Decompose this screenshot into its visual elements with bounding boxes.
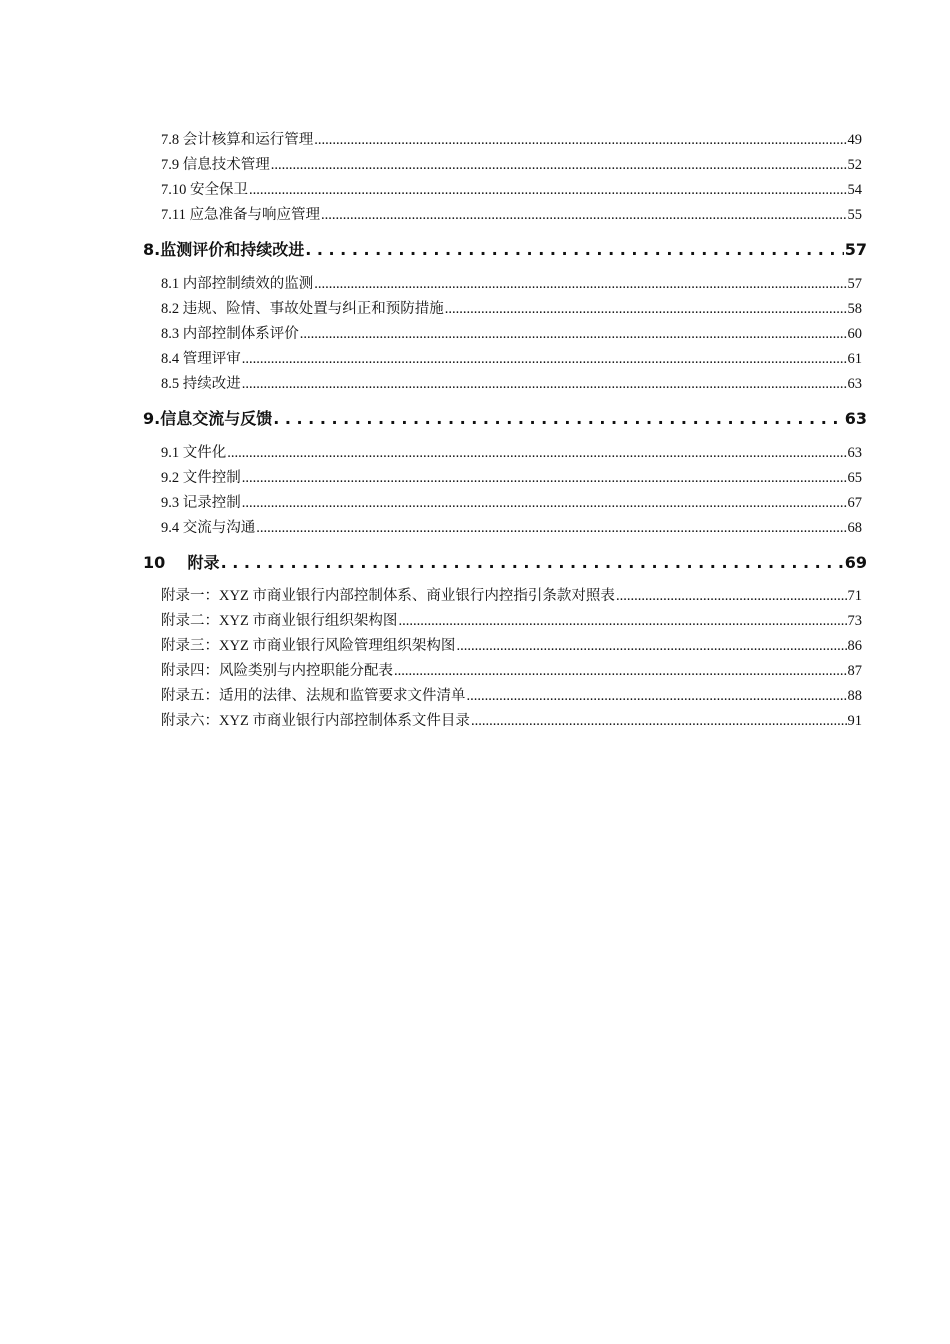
toc-entry-title: 附录五：适用的法律、法规和监管要求文件清单 (161, 688, 466, 704)
toc-appendix-4[interactable] (161, 659, 862, 680)
toc-entry-title: 9.1 文件化 (161, 445, 227, 461)
toc-entry-title: 7.10 安全保卫 (161, 182, 248, 198)
dot-leader (471, 713, 847, 730)
toc-entry-title: 8.5 持续改进 (161, 376, 241, 392)
dot-leader (616, 588, 847, 605)
toc-page-number: 63 (844, 409, 867, 428)
toc-page-number: 67 (847, 495, 862, 511)
toc-page-number: 58 (847, 301, 862, 317)
toc-entry-9-1[interactable] (161, 441, 862, 462)
toc-page-number: 73 (847, 613, 862, 629)
toc-page-number: 68 (847, 520, 862, 536)
toc-appendix-1[interactable] (161, 584, 862, 605)
toc-entry-9-2[interactable] (161, 466, 862, 487)
toc-page-number: 86 (847, 638, 862, 654)
toc-page-number: 54 (847, 182, 862, 198)
toc-entry-title: 附录三：XYZ 市商业银行风险管理组织架构图 (161, 638, 456, 654)
toc-entry-8-2[interactable] (161, 297, 862, 318)
toc-page-number: 57 (844, 240, 867, 259)
dot-leader (271, 157, 847, 174)
dot-leader (249, 182, 847, 199)
toc-entry-title: 附录六：XYZ 市商业银行内部控制体系文件目录 (161, 713, 470, 729)
toc-appendix-6[interactable] (161, 709, 862, 730)
dot-leader (467, 688, 847, 705)
dot-leader (321, 207, 847, 224)
toc-chapter-title: 10 附录 (143, 553, 220, 572)
toc-page-number: 60 (847, 326, 862, 342)
toc-entry-title: 7.8 会计核算和运行管理 (161, 132, 314, 148)
dot-leader (305, 240, 844, 259)
dot-leader (242, 495, 847, 512)
toc-entry-7-9[interactable] (161, 153, 862, 174)
toc-entry-9-3[interactable] (161, 491, 862, 512)
toc-page-number: 49 (847, 132, 862, 148)
toc-entry-title: 9.4 交流与沟通 (161, 520, 256, 536)
dot-leader (242, 470, 847, 487)
dot-leader (394, 663, 847, 680)
toc-entry-title: 7.9 信息技术管理 (161, 157, 270, 173)
toc-page-number: 61 (847, 351, 862, 367)
toc-entry-title: 8.3 内部控制体系评价 (161, 326, 299, 342)
dot-leader (398, 613, 846, 630)
toc-chapter-10[interactable] (143, 550, 867, 573)
toc-appendix-3[interactable] (161, 634, 862, 655)
toc-page-number: 88 (847, 688, 862, 704)
dot-leader (221, 553, 844, 572)
toc-entry-title: 8.1 内部控制绩效的监测 (161, 276, 314, 292)
toc-entry-7-8[interactable] (161, 128, 862, 149)
toc-page-number: 63 (847, 376, 862, 392)
toc-entry-title: 9.2 文件控制 (161, 470, 241, 486)
toc-entry-7-11[interactable] (161, 203, 862, 224)
toc-entry-title: 8.2 违规、险情、事故处置与纠正和预防措施 (161, 301, 444, 317)
toc-appendix-2[interactable] (161, 609, 862, 630)
toc-chapter-8[interactable] (143, 237, 867, 260)
toc-entry-title: 附录二：XYZ 市商业银行组织架构图 (161, 613, 398, 629)
toc-entry-7-10[interactable] (161, 178, 862, 199)
dot-leader (242, 351, 847, 368)
toc-entry-8-1[interactable] (161, 272, 862, 293)
dot-leader (314, 276, 846, 293)
toc-entry-9-4[interactable] (161, 516, 862, 537)
toc-page-number: 52 (847, 157, 862, 173)
dot-leader (300, 326, 847, 343)
toc-page-number: 55 (847, 207, 862, 223)
toc-page-number: 87 (847, 663, 862, 679)
dot-leader (227, 445, 846, 462)
dot-leader (456, 638, 846, 655)
toc-entry-title: 7.11 应急准备与响应管理 (161, 207, 320, 223)
dot-leader (314, 132, 846, 149)
toc-entry-title: 附录一：XYZ 市商业银行内部控制体系、商业银行内控指引条款对照表 (161, 588, 615, 604)
toc-entry-title: 9.3 记录控制 (161, 495, 241, 511)
toc-page-number: 71 (847, 588, 862, 604)
toc-page-number: 63 (847, 445, 862, 461)
toc-entry-title: 附录四：风险类别与内控职能分配表 (161, 663, 393, 679)
toc-page-number: 91 (847, 713, 862, 729)
dot-leader (256, 520, 846, 537)
toc-entry-8-3[interactable] (161, 322, 862, 343)
dot-leader (242, 376, 847, 393)
toc-chapter-title: 9.信息交流与反馈 (143, 409, 273, 428)
dot-leader (273, 409, 844, 428)
toc-page-number: 69 (844, 553, 867, 572)
dot-leader (445, 301, 847, 318)
toc-appendix-5[interactable] (161, 684, 862, 705)
toc-page-number: 65 (847, 470, 862, 486)
toc-chapter-9[interactable] (143, 406, 867, 429)
toc-entry-8-5[interactable] (161, 372, 862, 393)
toc-entry-8-4[interactable] (161, 347, 862, 368)
toc-chapter-title: 8.监测评价和持续改进 (143, 240, 305, 259)
toc-page-number: 57 (847, 276, 862, 292)
toc-entry-title: 8.4 管理评审 (161, 351, 241, 367)
